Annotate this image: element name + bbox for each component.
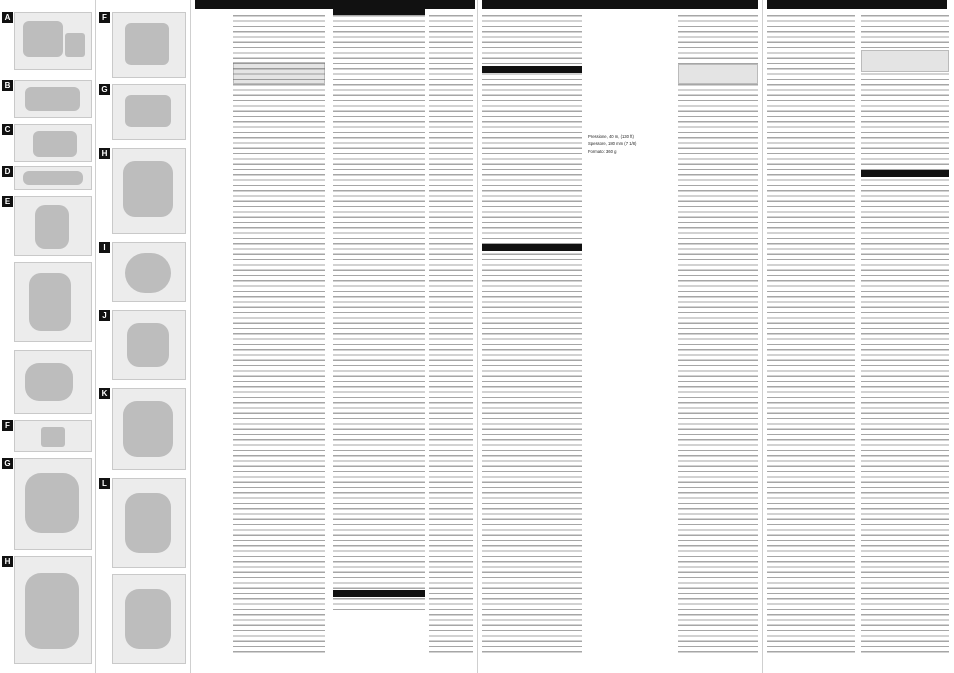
section-bar-1 xyxy=(333,8,425,15)
figure-b-photo xyxy=(14,80,92,118)
text-page-italian xyxy=(191,0,477,673)
body-text-col6 xyxy=(767,14,855,654)
body-text-col2 xyxy=(333,14,425,614)
figure-label-h2: H xyxy=(99,148,110,159)
figure-l-photo xyxy=(112,478,186,568)
figure-label-k: K xyxy=(99,388,110,399)
figure-h2-photo xyxy=(112,148,186,234)
figure-label-e: E xyxy=(2,196,13,207)
figure-label-f: F xyxy=(2,420,13,431)
body-text-col4 xyxy=(482,14,582,654)
figure-h-photo xyxy=(14,556,92,664)
figure-c-photo xyxy=(14,124,92,162)
spec-row-2: Spessore, 180 mm (7 1/8) xyxy=(588,141,637,147)
header-bar-3 xyxy=(767,0,947,9)
section-bar-5 xyxy=(861,170,949,177)
body-text-col1 xyxy=(233,14,325,654)
figure-label-d: D xyxy=(2,166,13,177)
figure-f-photo xyxy=(14,420,92,452)
spec-row-3: Formato: 360 g xyxy=(588,148,617,154)
figure-g-photo xyxy=(14,458,92,550)
figure-label-b: B xyxy=(2,80,13,91)
figure-label-l: L xyxy=(99,478,110,489)
figure-label-g2: G xyxy=(99,84,110,95)
figure-e3-photo xyxy=(14,350,92,414)
figure-label-f2: F xyxy=(99,12,110,23)
figure-j-photo xyxy=(112,310,186,380)
figure-a-photo xyxy=(14,12,92,70)
figure-label-a: A xyxy=(2,12,13,23)
body-text-col7 xyxy=(861,14,949,654)
figure-label-c: C xyxy=(2,124,13,135)
text-page-dutch xyxy=(763,0,954,673)
figure-strip-left xyxy=(0,0,95,673)
body-text-col5 xyxy=(678,14,758,654)
figure-f2-photo xyxy=(112,12,186,78)
figure-g2-photo xyxy=(112,84,186,140)
figure-label-i: I xyxy=(99,242,110,253)
figure-strip-second xyxy=(96,0,190,673)
figure-e-photo xyxy=(14,196,92,256)
spec-list xyxy=(588,134,678,294)
figure-label-j: J xyxy=(99,310,110,321)
body-text-col3 xyxy=(429,14,473,654)
note-box-3 xyxy=(861,50,949,72)
header-bar-2 xyxy=(482,0,758,9)
text-page-specs xyxy=(478,0,762,673)
figure-e2-photo xyxy=(14,262,92,342)
section-bar-2 xyxy=(333,590,425,597)
figure-label-g: G xyxy=(2,458,13,469)
note-box-2 xyxy=(678,64,758,84)
figure-label-h: H xyxy=(2,556,13,567)
section-bar-3 xyxy=(482,66,582,73)
figure-k-photo xyxy=(112,388,186,470)
figure-i-photo xyxy=(112,242,186,302)
section-bar-4 xyxy=(482,244,582,251)
figure-d-photo xyxy=(14,166,92,190)
figure-m-photo xyxy=(112,574,186,664)
spec-row-1: Pressione, 40 m, (130 ft) xyxy=(588,134,634,139)
